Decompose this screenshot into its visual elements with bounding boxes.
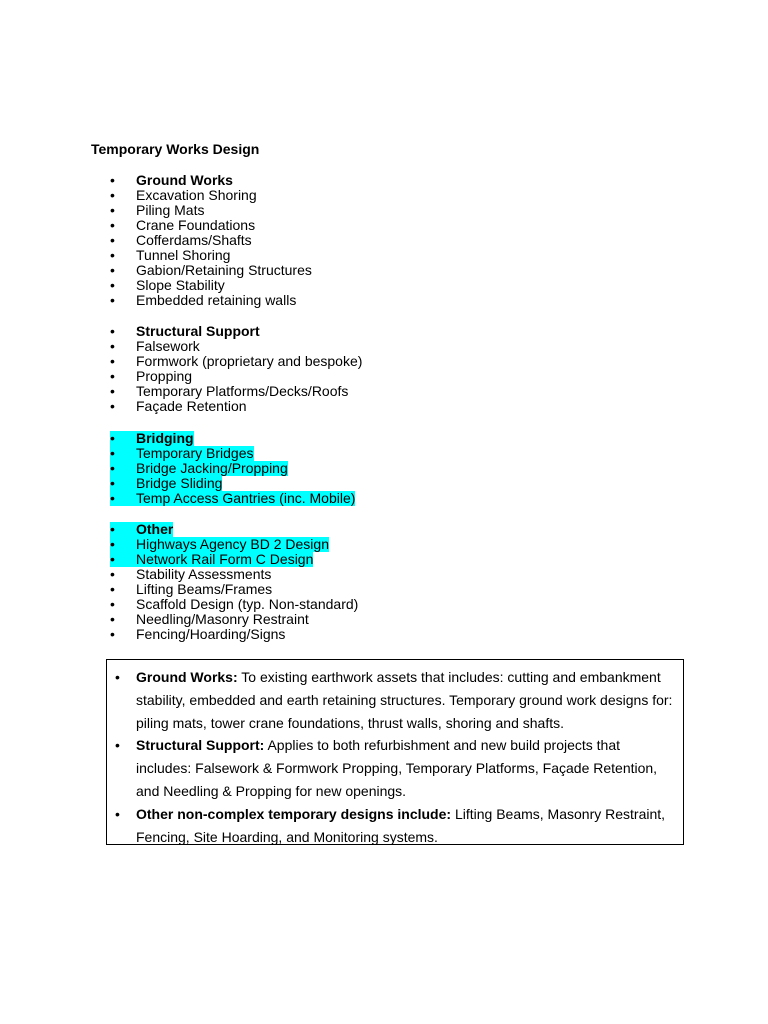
summary-lead: Ground Works:: [136, 669, 238, 685]
list-item-label: Cofferdams/Shafts: [136, 232, 252, 248]
ground-works-heading: Ground Works: [136, 172, 233, 188]
bullet-icon: •: [110, 626, 115, 642]
list-item-label: Excavation Shoring: [136, 187, 257, 203]
summary-text: To existing earthwork assets that includes: cutting and embankment stability, embedded and earth retaining structures. Temporary ground work designs for: piling mats, tower crane foundations, thrust walls, shoring and shafts.: [136, 669, 673, 731]
bullet-icon: •: [110, 217, 115, 233]
list-item-label: Formwork (proprietary and bespoke): [136, 353, 363, 369]
bullet-icon: •: [110, 353, 115, 369]
list-item-label: Fencing/Hoarding/Signs: [136, 626, 286, 642]
bullet-icon: •: [110, 277, 115, 293]
list-item-label: Gabion/Retaining Structures: [136, 262, 312, 278]
list-item-label: Scaffold Design (typ. Non-standard): [136, 596, 359, 612]
bullet-icon: •: [110, 537, 136, 552]
summary-lead: Other non-complex temporary designs include:: [136, 805, 452, 822]
bridging-heading: Bridging: [136, 430, 194, 446]
list-item-label: Stability Assessments: [136, 566, 272, 582]
list-item-label: Lifting Beams/Frames: [136, 581, 273, 597]
summary-text: Lifting Beams, Masonry Restraint, Fencing, Site Hoarding, and Monitoring systems.: [136, 805, 666, 845]
list-item-label: Piling Mats: [136, 202, 205, 218]
bullet-icon: •: [110, 247, 115, 263]
list-item-label: Bridge Jacking/Propping: [136, 460, 288, 476]
bullet-icon: •: [110, 461, 136, 476]
summary-text: Applies to both refurbishment and new build projects that includes: Falsework & Formwork Propping, Temporary Platforms, Façade Retention, and Needling & Propping for new openings.: [136, 737, 658, 799]
bullet-icon: •: [110, 172, 115, 188]
list-item-label: Bridge Sliding: [136, 475, 223, 491]
bullet-icon: •: [110, 611, 115, 627]
list-item-label: Slope Stability: [136, 277, 225, 293]
bullet-icon: •: [110, 552, 136, 567]
bullet-icon: •: [110, 491, 136, 506]
other-heading: Other: [136, 521, 174, 537]
list-item-label: Temporary Bridges: [136, 445, 254, 461]
bullet-icon: •: [110, 431, 136, 446]
bullet-icon: •: [115, 669, 120, 685]
page-title: Temporary Works Design: [91, 141, 260, 157]
bullet-icon: •: [110, 476, 136, 491]
list-item-label: Tunnel Shoring: [136, 247, 231, 263]
bullet-icon: •: [110, 368, 115, 384]
bullet-icon: •: [110, 446, 136, 461]
bullet-icon: •: [110, 398, 115, 414]
bullet-icon: •: [110, 566, 115, 582]
bullet-icon: •: [110, 202, 115, 218]
bullet-icon: •: [110, 187, 115, 203]
bullet-icon: •: [115, 737, 120, 754]
summary-item: [115, 666, 677, 734]
structural-support-heading: Structural Support: [136, 323, 260, 339]
list-item-label: Façade Retention: [136, 398, 247, 414]
list-item-label: Propping: [136, 368, 193, 384]
summary-item: [115, 803, 677, 849]
bullet-icon: •: [110, 338, 115, 354]
bullet-icon: •: [110, 232, 115, 248]
list-item-label: Crane Foundations: [136, 217, 256, 233]
bullet-icon: •: [115, 805, 120, 822]
bullet-icon: •: [110, 581, 115, 597]
list-item-label: Temp Access Gantries (inc. Mobile): [136, 490, 356, 506]
bullet-icon: •: [110, 596, 115, 612]
list-item-label: Temporary Platforms/Decks/Roofs: [136, 383, 349, 399]
bullet-icon: •: [110, 522, 136, 537]
summary-box: [106, 659, 684, 845]
list-item-label: Falsework: [136, 338, 200, 354]
bullet-icon: •: [110, 323, 115, 339]
bullet-icon: •: [110, 262, 115, 278]
bullet-icon: •: [110, 292, 115, 308]
summary-item: [115, 734, 677, 802]
list-item-label: Needling/Masonry Restraint: [136, 611, 309, 627]
bullet-icon: •: [110, 383, 115, 399]
list-item-label: Highways Agency BD 2 Design: [136, 536, 329, 552]
list-item-label: Network Rail Form C Design: [136, 551, 314, 567]
list-item-label: Embedded retaining walls: [136, 292, 297, 308]
summary-list: [115, 666, 677, 848]
summary-lead: Structural Support:: [136, 737, 265, 754]
